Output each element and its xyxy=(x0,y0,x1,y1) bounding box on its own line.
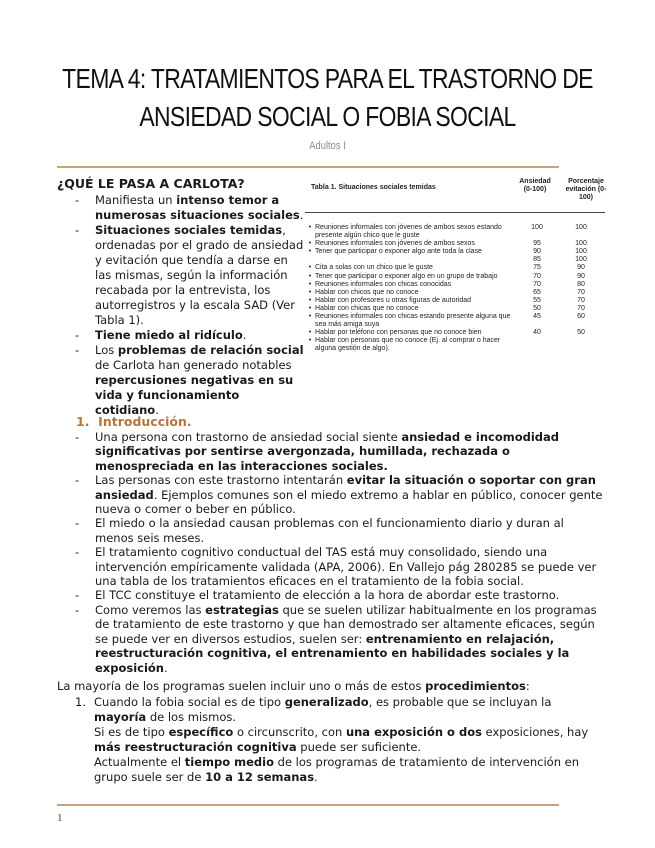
list-item: - El miedo o la ansiedad causan problemas con el funcionamiento diario y duran al menos seis meses. xyxy=(73,516,603,545)
table-rule xyxy=(305,212,605,213)
procedure-duration: Actualmente el tiempo medio de los programas de tratamiento de intervención en grupo suele ser de 10 a 12 semanas. xyxy=(94,755,580,784)
table-row xyxy=(305,256,605,264)
avoidance-cell: 100 xyxy=(575,239,587,247)
table-row xyxy=(305,329,605,337)
list-item: - El tratamiento cognitivo conductual del TAS está muy consolidado, siendo una intervención empíricamente validada (APA, 2006). En Vallejo pág 280285 se puede ver una tabla de los tratamientos eficaces en el tratamiento de la fobia social. xyxy=(73,545,603,588)
table-row xyxy=(305,281,605,289)
anxiety-cell xyxy=(515,337,559,352)
col-header-ansiedad: Ansiedad (0-100) xyxy=(519,178,551,193)
avoidance-cell: 80 xyxy=(577,280,585,288)
situation-cell: Hablar con profesores u otras figuras de autoridad xyxy=(315,297,472,305)
list-number: 1. xyxy=(75,695,86,709)
avoidance-cell xyxy=(559,337,603,352)
anxiety-cell: 85 xyxy=(533,256,541,264)
situation-cell: Reuniones informales con jóvenes de ambos sexos estando presente algún chico que le guste xyxy=(315,224,502,239)
top-divider xyxy=(57,166,559,168)
table-row xyxy=(305,305,605,313)
avoidance-cell: 100 xyxy=(575,224,587,231)
anxiety-cell: 70 xyxy=(533,272,541,280)
col-header-evitacion: Porcentaje evitación (0-100) xyxy=(565,178,607,201)
table-row xyxy=(305,337,605,352)
table-row xyxy=(305,248,605,256)
situation-cell: Hablar por teléfono con personas que no conoce bien xyxy=(315,329,482,337)
bullet xyxy=(305,256,315,264)
situation-cell: Hablar con personas que no conoce (Ej. al comprar o hacer alguna gestión de algo). xyxy=(315,337,501,353)
bullet: • xyxy=(308,272,312,280)
bullet: • xyxy=(308,288,312,296)
table-caption: Tabla 1. Situaciones sociales temidas xyxy=(311,184,436,191)
situation-cell: Tener que participar o exponer algo ante toda la clase xyxy=(315,247,482,255)
bottom-divider xyxy=(57,804,559,806)
anxiety-cell: 90 xyxy=(533,247,541,255)
avoidance-cell: 50 xyxy=(577,329,585,337)
title-line-2: ANSIEDAD SOCIAL O FOBIA SOCIAL xyxy=(139,101,516,132)
list-item: - Una persona con trastorno de ansiedad social siente ansiedad e incomodidad significativas por sentirse avergonzada, humillada, rechazada o menospreciada en las interacciones sociales. xyxy=(73,430,603,473)
bullet: • xyxy=(308,329,312,337)
procedure-generalized: Cuando la fobia social es de tipo generalizado, es probable que se incluyan la mayoría de los mismos. xyxy=(94,695,552,724)
title-line-1: TEMA 4: TRATAMIENTOS PARA EL TRASTORNO DE xyxy=(62,63,593,94)
bullet: • xyxy=(308,305,312,313)
procedures-intro: La mayoría de los programas suelen incluir uno o más de estos procedimientos: xyxy=(57,679,530,693)
bullet: • xyxy=(308,337,312,345)
carlota-list xyxy=(73,193,305,418)
anxiety-cell: 75 xyxy=(533,264,541,272)
avoidance-cell: 90 xyxy=(577,264,585,272)
list-item: - Como veremos las estrategias que se suelen utilizar habitualmente en los programas de tratamiento de este trastorno y que han demostrado ser altamente eficaces, según se puede ver en diversos estudios, suelen ser: entrenamiento en relajación, reestructuración cognitiva, el entrenamiento en habilidades sociales y la exposición. xyxy=(73,603,603,675)
list-item: - Tiene miedo al ridículo. xyxy=(73,328,305,343)
bullet: • xyxy=(308,247,312,255)
situation-cell: Reuniones informales con jóvenes de ambos sexos xyxy=(315,239,475,247)
table-row xyxy=(305,240,605,248)
anxiety-cell: 50 xyxy=(533,305,541,313)
table-row xyxy=(305,273,605,281)
anxiety-cell: 65 xyxy=(533,288,541,296)
avoidance-cell: 60 xyxy=(577,313,585,321)
intro-heading: 1. Introducción. xyxy=(76,414,192,429)
bullet: • xyxy=(308,239,312,247)
table-row xyxy=(305,264,605,272)
situation-cell: Tener que participar o exponer algo en un grupo de trabajo xyxy=(315,272,498,280)
anxiety-cell: 70 xyxy=(533,280,541,288)
procedures-list xyxy=(72,695,607,785)
avoidance-cell: 100 xyxy=(575,247,587,255)
situation-cell: Reuniones informales con chicas conocidas xyxy=(315,280,452,288)
bullet: • xyxy=(308,264,312,272)
procedure-specific: Si es de tipo específico o circunscrito, con una exposición o dos exposiciones, hay más reestructuración cognitiva puede ser suficiente. xyxy=(94,725,589,754)
avoidance-cell: 90 xyxy=(577,272,585,280)
anxiety-cell: 40 xyxy=(533,329,541,337)
bullet: • xyxy=(308,280,312,288)
situation-cell xyxy=(315,256,515,264)
anxiety-cell: 95 xyxy=(533,239,541,247)
list-item: - Manifiesta un intenso temor a numerosas situaciones sociales. xyxy=(73,193,305,223)
bullet: • xyxy=(308,297,312,305)
table-row xyxy=(305,289,605,297)
bullet: • xyxy=(308,313,312,321)
avoidance-cell: 70 xyxy=(577,297,585,305)
list-item: - Las personas con este trastorno intentarán evitar la situación o soportar con gran ansiedad. Ejemplos comunes son el miedo extremo a hablar en público, conocer gente nueva o comer o beber en público. xyxy=(73,473,603,516)
subtitle: Adultos I xyxy=(309,140,346,152)
avoidance-cell: 70 xyxy=(577,305,585,313)
table-row xyxy=(305,313,605,328)
page-number: 1 xyxy=(57,812,63,824)
list-item: - Los problemas de relación social de Carlota han generado notables repercusiones negativas en su vida y funcionamiento cotidiano. xyxy=(73,343,305,418)
anxiety-cell: 45 xyxy=(533,313,541,321)
page-title xyxy=(59,60,596,136)
table-body xyxy=(305,224,605,353)
anxiety-cell: 100 xyxy=(531,224,543,231)
bullet: • xyxy=(308,224,312,231)
situation-cell: Hablar con chicos que no conoce xyxy=(315,288,419,296)
situation-cell: Hablar con chicas que no conoce xyxy=(315,305,419,313)
situation-cell: Cita a solas con un chico que le guste xyxy=(315,264,433,272)
list-item: - Situaciones sociales temidas, ordenadas por el grado de ansiedad y evitación que tendía a darse en las mismas, según la información recabada por la entrevista, los autorregistros y la escala SAD (Ver Tabla 1). xyxy=(73,223,305,328)
avoidance-cell: 70 xyxy=(577,288,585,296)
avoidance-cell: 100 xyxy=(575,256,587,264)
list-item: - El TCC constituye el tratamiento de elección a la hora de abordar este trastorno. xyxy=(73,588,603,602)
anxiety-cell: 55 xyxy=(533,297,541,305)
situation-cell: Reuniones informales con chicas estando presente alguna que sea más amiga suya xyxy=(315,313,511,329)
carlota-heading: ¿QUÉ LE PASA A CARLOTA? xyxy=(57,176,245,191)
table-row xyxy=(305,297,605,305)
table-row xyxy=(305,224,605,239)
intro-list xyxy=(73,430,603,675)
